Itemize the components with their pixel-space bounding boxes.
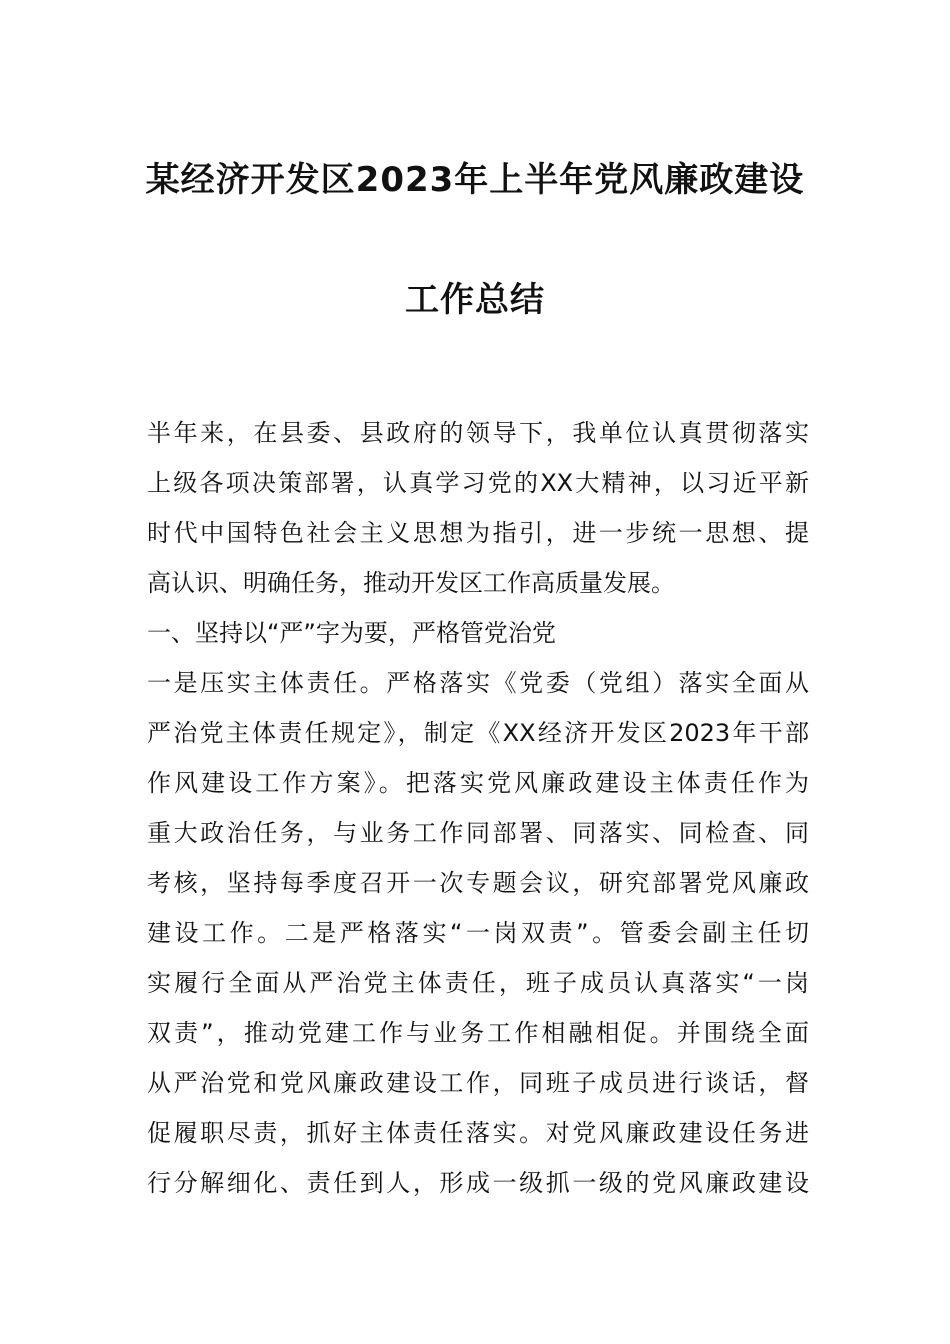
document-body [147, 408, 809, 1208]
body-line: 双责”，推动党建工作与业务工作相融相促。并围绕全面 [147, 1019, 809, 1047]
document-title-line1: 某经济开发区2023年上半年党风廉政建设 [145, 160, 805, 200]
section-heading: 一、坚持以“严”字为要，严格管党治党 [147, 619, 556, 647]
body-line: 严治党主体责任规定》，制定《XX经济开发区2023年干部 [147, 719, 809, 747]
body-line: 从严治党和党风廉政建设工作，同班子成员进行谈话，督 [147, 1069, 809, 1097]
body-line: 行分解细化、责任到人，形成一级抓一级的党风廉政建设 [147, 1169, 809, 1197]
body-line: 促履职尽责，抓好主体责任落实。对党风廉政建设任务进 [147, 1119, 809, 1147]
body-line: 时代中国特色社会主义思想为指引，进一步统一思想、提 [147, 519, 809, 547]
body-line: 考核，坚持每季度召开一次专题会议，研究部署党风廉政 [147, 869, 809, 897]
body-line: 高认识、明确任务，推动开发区工作高质量发展。 [147, 569, 675, 597]
body-line: 半年来，在县委、县政府的领导下，我单位认真贯彻落实 [147, 419, 809, 447]
document-title-line2: 工作总结 [405, 280, 545, 320]
body-line: 作风建设工作方案》。把落实党风廉政建设主体责任作为 [147, 769, 809, 797]
body-line: 建设工作。二是严格落实“一岗双责”。管委会副主任切 [147, 919, 809, 947]
body-line: 重大政治任务，与业务工作同部署、同落实、同检查、同 [147, 819, 809, 847]
body-line: 上级各项决策部署，认真学习党的XX大精神，以习近平新 [147, 469, 809, 497]
body-line: 实履行全面从严治党主体责任，班子成员认真落实“一岗 [147, 969, 809, 997]
body-line: 一是压实主体责任。严格落实《党委（党组）落实全面从 [147, 669, 809, 697]
